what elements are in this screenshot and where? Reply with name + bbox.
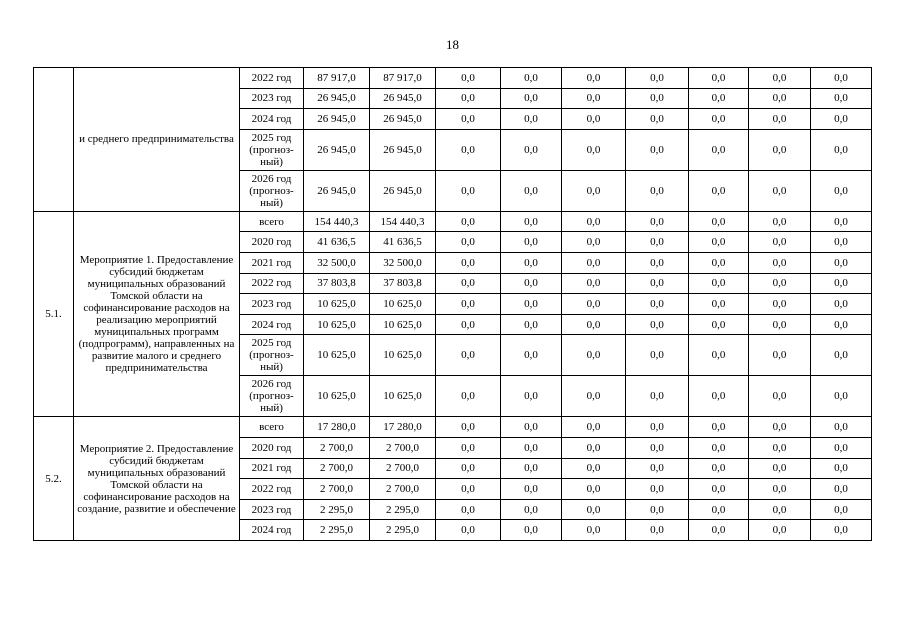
regional-budget-cell: 10 625,0 xyxy=(370,314,436,335)
value-cell: 0,0 xyxy=(501,88,562,109)
page-number: 18 xyxy=(446,37,459,52)
period-cell: 2023 год xyxy=(240,294,304,315)
value-cell: 0,0 xyxy=(689,335,749,376)
value-cell: 0,0 xyxy=(436,294,501,315)
regional-budget-cell: 26 945,0 xyxy=(370,88,436,109)
value-cell: 0,0 xyxy=(626,417,689,438)
value-cell: 0,0 xyxy=(626,499,689,520)
value-cell: 0,0 xyxy=(626,109,689,130)
total-cell: 26 945,0 xyxy=(304,88,370,109)
value-cell: 0,0 xyxy=(811,68,872,89)
value-cell: 0,0 xyxy=(811,294,872,315)
value-cell: 0,0 xyxy=(689,88,749,109)
period-cell: 2023 год xyxy=(240,499,304,520)
total-cell: 41 636,5 xyxy=(304,232,370,253)
item-name: Мероприятие 2. Предоставление субсидий бюджетам муниципальных образований Томской области на софинансирование расходов на создание, развитие и обеспечение xyxy=(74,417,240,541)
value-cell: 0,0 xyxy=(562,314,626,335)
value-cell: 0,0 xyxy=(501,109,562,130)
value-cell: 0,0 xyxy=(436,129,501,170)
value-cell: 0,0 xyxy=(749,129,811,170)
value-cell: 0,0 xyxy=(811,335,872,376)
value-cell: 0,0 xyxy=(689,520,749,541)
value-cell: 0,0 xyxy=(562,252,626,273)
value-cell: 0,0 xyxy=(689,458,749,479)
value-cell: 0,0 xyxy=(749,499,811,520)
period-cell: 2024 год xyxy=(240,520,304,541)
value-cell: 0,0 xyxy=(626,170,689,211)
value-cell: 0,0 xyxy=(811,170,872,211)
period-cell: всего xyxy=(240,417,304,438)
value-cell: 0,0 xyxy=(562,273,626,294)
value-cell: 0,0 xyxy=(626,232,689,253)
total-cell: 10 625,0 xyxy=(304,376,370,417)
value-cell: 0,0 xyxy=(749,437,811,458)
value-cell: 0,0 xyxy=(501,458,562,479)
item-code: 5.2. xyxy=(34,417,74,541)
value-cell: 0,0 xyxy=(811,273,872,294)
value-cell: 0,0 xyxy=(689,294,749,315)
total-cell: 26 945,0 xyxy=(304,109,370,130)
period-cell: 2025 год (прогноз-ный) xyxy=(240,335,304,376)
period-cell: 2021 год xyxy=(240,252,304,273)
value-cell: 0,0 xyxy=(436,170,501,211)
table-row xyxy=(34,211,872,232)
regional-budget-cell: 26 945,0 xyxy=(370,109,436,130)
value-cell: 0,0 xyxy=(689,232,749,253)
regional-budget-cell: 154 440,3 xyxy=(370,211,436,232)
total-cell: 32 500,0 xyxy=(304,252,370,273)
value-cell: 0,0 xyxy=(689,109,749,130)
value-cell: 0,0 xyxy=(749,376,811,417)
value-cell: 0,0 xyxy=(436,314,501,335)
value-cell: 0,0 xyxy=(749,88,811,109)
regional-budget-cell: 2 700,0 xyxy=(370,458,436,479)
period-cell: 2020 год xyxy=(240,232,304,253)
total-cell: 154 440,3 xyxy=(304,211,370,232)
value-cell: 0,0 xyxy=(501,314,562,335)
value-cell: 0,0 xyxy=(749,211,811,232)
value-cell: 0,0 xyxy=(562,458,626,479)
value-cell: 0,0 xyxy=(562,479,626,500)
value-cell: 0,0 xyxy=(501,68,562,89)
period-cell: всего xyxy=(240,211,304,232)
value-cell: 0,0 xyxy=(689,417,749,438)
value-cell: 0,0 xyxy=(501,520,562,541)
regional-budget-cell: 26 945,0 xyxy=(370,170,436,211)
value-cell: 0,0 xyxy=(689,499,749,520)
value-cell: 0,0 xyxy=(626,314,689,335)
value-cell: 0,0 xyxy=(749,68,811,89)
value-cell: 0,0 xyxy=(689,170,749,211)
value-cell: 0,0 xyxy=(749,479,811,500)
value-cell: 0,0 xyxy=(749,417,811,438)
value-cell: 0,0 xyxy=(562,499,626,520)
total-cell: 2 700,0 xyxy=(304,458,370,479)
regional-budget-cell: 26 945,0 xyxy=(370,129,436,170)
total-cell: 10 625,0 xyxy=(304,294,370,315)
item-code xyxy=(34,68,74,212)
value-cell: 0,0 xyxy=(811,479,872,500)
period-cell: 2022 год xyxy=(240,273,304,294)
value-cell: 0,0 xyxy=(689,68,749,89)
value-cell: 0,0 xyxy=(689,252,749,273)
value-cell: 0,0 xyxy=(811,129,872,170)
value-cell: 0,0 xyxy=(749,252,811,273)
regional-budget-cell: 2 295,0 xyxy=(370,499,436,520)
value-cell: 0,0 xyxy=(562,68,626,89)
table-row xyxy=(34,417,872,438)
value-cell: 0,0 xyxy=(562,520,626,541)
value-cell: 0,0 xyxy=(749,314,811,335)
value-cell: 0,0 xyxy=(749,273,811,294)
value-cell: 0,0 xyxy=(562,294,626,315)
value-cell: 0,0 xyxy=(562,109,626,130)
total-cell: 2 295,0 xyxy=(304,499,370,520)
period-cell: 2022 год xyxy=(240,479,304,500)
value-cell: 0,0 xyxy=(811,417,872,438)
period-cell: 2023 год xyxy=(240,88,304,109)
value-cell: 0,0 xyxy=(626,294,689,315)
value-cell: 0,0 xyxy=(501,273,562,294)
value-cell: 0,0 xyxy=(562,211,626,232)
value-cell: 0,0 xyxy=(626,68,689,89)
value-cell: 0,0 xyxy=(626,252,689,273)
regional-budget-cell: 41 636,5 xyxy=(370,232,436,253)
period-cell: 2026 год (прогноз-ный) xyxy=(240,376,304,417)
value-cell: 0,0 xyxy=(501,252,562,273)
value-cell: 0,0 xyxy=(562,232,626,253)
regional-budget-cell: 10 625,0 xyxy=(370,376,436,417)
value-cell: 0,0 xyxy=(436,437,501,458)
value-cell: 0,0 xyxy=(626,520,689,541)
value-cell: 0,0 xyxy=(562,170,626,211)
value-cell: 0,0 xyxy=(562,376,626,417)
value-cell: 0,0 xyxy=(501,437,562,458)
value-cell: 0,0 xyxy=(811,437,872,458)
regional-budget-cell: 10 625,0 xyxy=(370,335,436,376)
value-cell: 0,0 xyxy=(436,109,501,130)
value-cell: 0,0 xyxy=(626,88,689,109)
value-cell: 0,0 xyxy=(501,232,562,253)
value-cell: 0,0 xyxy=(811,88,872,109)
value-cell: 0,0 xyxy=(626,129,689,170)
value-cell: 0,0 xyxy=(626,273,689,294)
value-cell: 0,0 xyxy=(811,458,872,479)
item-code: 5.1. xyxy=(34,211,74,417)
value-cell: 0,0 xyxy=(436,232,501,253)
total-cell: 2 700,0 xyxy=(304,479,370,500)
value-cell: 0,0 xyxy=(689,273,749,294)
value-cell: 0,0 xyxy=(436,499,501,520)
value-cell: 0,0 xyxy=(689,314,749,335)
period-cell: 2022 год xyxy=(240,68,304,89)
total-cell: 37 803,8 xyxy=(304,273,370,294)
value-cell: 0,0 xyxy=(436,68,501,89)
value-cell: 0,0 xyxy=(562,417,626,438)
total-cell: 10 625,0 xyxy=(304,314,370,335)
value-cell: 0,0 xyxy=(501,211,562,232)
value-cell: 0,0 xyxy=(811,499,872,520)
value-cell: 0,0 xyxy=(626,211,689,232)
value-cell: 0,0 xyxy=(749,109,811,130)
value-cell: 0,0 xyxy=(749,232,811,253)
value-cell: 0,0 xyxy=(749,294,811,315)
regional-budget-cell: 2 700,0 xyxy=(370,479,436,500)
value-cell: 0,0 xyxy=(436,458,501,479)
value-cell: 0,0 xyxy=(811,376,872,417)
value-cell: 0,0 xyxy=(626,458,689,479)
value-cell: 0,0 xyxy=(501,479,562,500)
total-cell: 87 917,0 xyxy=(304,68,370,89)
value-cell: 0,0 xyxy=(811,109,872,130)
period-cell: 2024 год xyxy=(240,314,304,335)
value-cell: 0,0 xyxy=(436,335,501,376)
budget-table xyxy=(33,67,872,541)
value-cell: 0,0 xyxy=(436,273,501,294)
value-cell: 0,0 xyxy=(562,335,626,376)
value-cell: 0,0 xyxy=(689,479,749,500)
value-cell: 0,0 xyxy=(501,335,562,376)
value-cell: 0,0 xyxy=(436,211,501,232)
value-cell: 0,0 xyxy=(749,335,811,376)
item-name: Мероприятие 1. Предоставление субсидий бюджетам муниципальных образований Томской области на софинансирование расходов на реализацию мероприятий муниципальных программ (подпрограмм), направленных на развитие малого и среднего предпринимательства xyxy=(74,211,240,417)
value-cell: 0,0 xyxy=(436,417,501,438)
value-cell: 0,0 xyxy=(811,314,872,335)
regional-budget-cell: 37 803,8 xyxy=(370,273,436,294)
value-cell: 0,0 xyxy=(689,437,749,458)
total-cell: 10 625,0 xyxy=(304,335,370,376)
value-cell: 0,0 xyxy=(562,88,626,109)
value-cell: 0,0 xyxy=(811,520,872,541)
total-cell: 2 295,0 xyxy=(304,520,370,541)
value-cell: 0,0 xyxy=(689,376,749,417)
value-cell: 0,0 xyxy=(501,417,562,438)
regional-budget-cell: 2 295,0 xyxy=(370,520,436,541)
value-cell: 0,0 xyxy=(436,252,501,273)
table-row xyxy=(34,68,872,89)
regional-budget-cell: 2 700,0 xyxy=(370,437,436,458)
period-cell: 2026 год (прогноз-ный) xyxy=(240,170,304,211)
value-cell: 0,0 xyxy=(749,170,811,211)
total-cell: 26 945,0 xyxy=(304,170,370,211)
value-cell: 0,0 xyxy=(436,376,501,417)
value-cell: 0,0 xyxy=(811,232,872,253)
value-cell: 0,0 xyxy=(626,437,689,458)
total-cell: 17 280,0 xyxy=(304,417,370,438)
value-cell: 0,0 xyxy=(626,479,689,500)
value-cell: 0,0 xyxy=(562,129,626,170)
value-cell: 0,0 xyxy=(811,211,872,232)
value-cell: 0,0 xyxy=(501,170,562,211)
total-cell: 26 945,0 xyxy=(304,129,370,170)
period-cell: 2025 год (прогноз-ный) xyxy=(240,129,304,170)
value-cell: 0,0 xyxy=(749,458,811,479)
regional-budget-cell: 10 625,0 xyxy=(370,294,436,315)
value-cell: 0,0 xyxy=(689,129,749,170)
value-cell: 0,0 xyxy=(562,437,626,458)
value-cell: 0,0 xyxy=(626,335,689,376)
value-cell: 0,0 xyxy=(501,129,562,170)
period-cell: 2024 год xyxy=(240,109,304,130)
regional-budget-cell: 32 500,0 xyxy=(370,252,436,273)
item-name: и среднего предпринимательства xyxy=(74,68,240,212)
period-cell: 2021 год xyxy=(240,458,304,479)
regional-budget-cell: 87 917,0 xyxy=(370,68,436,89)
value-cell: 0,0 xyxy=(501,376,562,417)
value-cell: 0,0 xyxy=(436,520,501,541)
value-cell: 0,0 xyxy=(501,294,562,315)
total-cell: 2 700,0 xyxy=(304,437,370,458)
period-cell: 2020 год xyxy=(240,437,304,458)
value-cell: 0,0 xyxy=(811,252,872,273)
value-cell: 0,0 xyxy=(626,376,689,417)
value-cell: 0,0 xyxy=(749,520,811,541)
value-cell: 0,0 xyxy=(501,499,562,520)
value-cell: 0,0 xyxy=(436,88,501,109)
regional-budget-cell: 17 280,0 xyxy=(370,417,436,438)
value-cell: 0,0 xyxy=(689,211,749,232)
value-cell: 0,0 xyxy=(436,479,501,500)
